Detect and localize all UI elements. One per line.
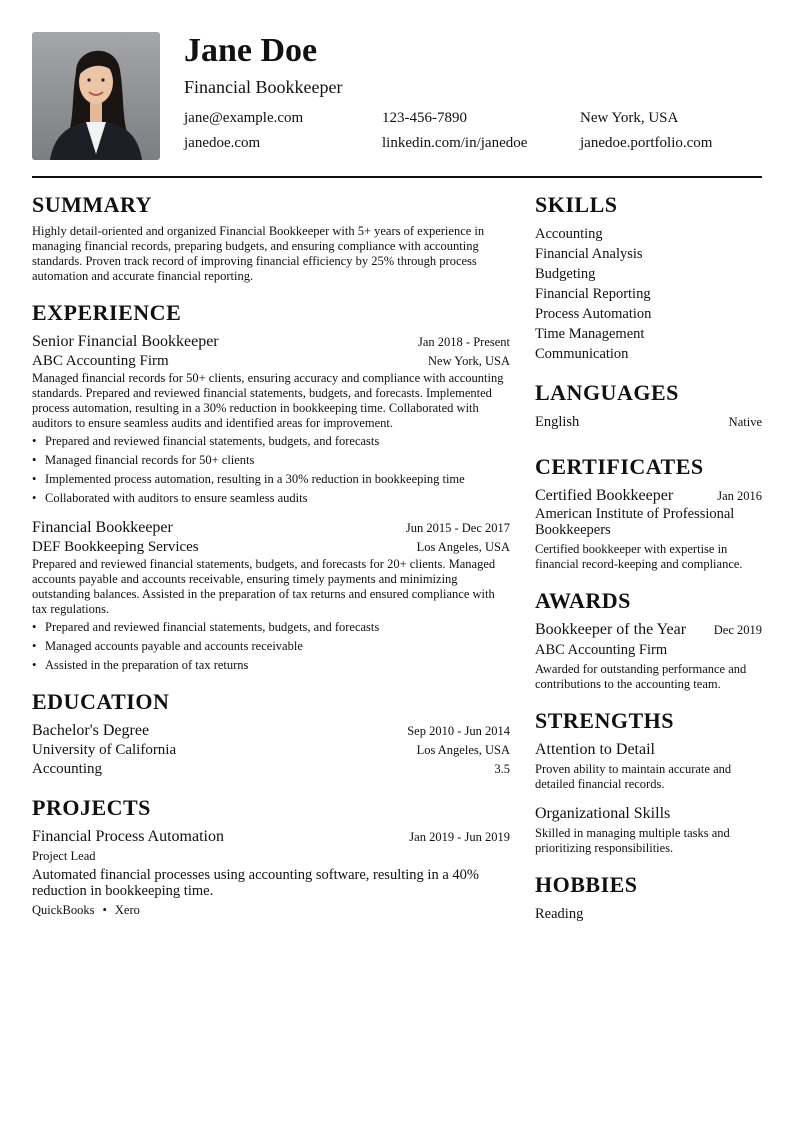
strength-item xyxy=(535,804,762,856)
job-location: New York, USA xyxy=(428,354,510,368)
experience-entry xyxy=(32,518,510,673)
certificate-issuer: American Institute of Professional Bookkeepers xyxy=(535,506,735,538)
award-issuer: ABC Accounting Firm xyxy=(535,642,668,658)
list-item: • Managed financial records for 50+ clients xyxy=(32,453,510,468)
experience-entry xyxy=(32,332,510,506)
portfolio-link[interactable]: janedoe.portfolio.com xyxy=(580,135,713,151)
certificate-name: Certified Bookkeeper xyxy=(535,487,674,504)
school-location: Los Angeles, USA xyxy=(416,743,510,757)
section-heading: PROJECTS xyxy=(32,795,151,820)
project-role: Project Lead xyxy=(32,849,96,863)
skill-item: Process Automation xyxy=(535,306,652,322)
project-name: Financial Process Automation xyxy=(32,828,224,845)
award-description: Awarded for outstanding performance and contributions to the accounting team. xyxy=(535,662,747,691)
profile-photo xyxy=(32,32,160,160)
skill-item: Time Management xyxy=(535,326,645,342)
list-item: • Prepared and reviewed financial statements, budgets, and forecasts xyxy=(32,620,510,635)
language-level: Native xyxy=(728,415,762,429)
candidate-name: Jane Doe xyxy=(184,32,318,69)
gpa: 3.5 xyxy=(494,762,510,776)
degree: Bachelor's Degree xyxy=(32,722,150,739)
side-column xyxy=(535,192,762,940)
candidate-title: Financial Bookkeeper xyxy=(184,77,343,97)
linkedin-link[interactable]: linkedin.com/in/janedoe xyxy=(382,135,528,151)
strength-description: Proven ability to maintain accurate and detailed financial records. xyxy=(535,762,732,791)
resume-header xyxy=(32,32,762,160)
award-date: Dec 2019 xyxy=(713,623,762,637)
section-heading: HOBBIES xyxy=(535,872,638,897)
skills-section xyxy=(535,192,762,364)
hobby-item: Reading xyxy=(535,906,584,922)
company-name: ABC Accounting Firm xyxy=(32,353,169,369)
strength-name: Organizational Skills xyxy=(535,805,671,822)
language-name: English xyxy=(535,414,580,430)
languages-section xyxy=(535,380,762,432)
field-of-study: Accounting xyxy=(32,761,102,777)
job-description: Prepared and reviewed financial statements, budgets, and forecasts for 20+ clients. Managed accounts payable and accounts receivable, ensuring timely payments and minimizing outstanding balances. Assisted in the preparation of tax returns and ensured compliance with tax regulations. xyxy=(32,557,496,616)
strength-name: Attention to Detail xyxy=(535,741,655,758)
list-item: • Prepared and reviewed financial statements, budgets, and forecasts xyxy=(32,434,510,449)
website-link[interactable]: janedoe.com xyxy=(184,135,261,151)
job-bullets xyxy=(32,434,510,506)
summary-section xyxy=(32,192,510,284)
section-heading: AWARDS xyxy=(535,588,631,613)
section-heading: SKILLS xyxy=(535,192,618,217)
header-divider xyxy=(32,176,762,178)
project-keywords: QuickBooks • Xero xyxy=(32,903,140,917)
job-description: Managed financial records for 50+ clients, ensuring accuracy and compliance with accounting standards. Prepared and reviewed financial statements, budgets, and forecasts. Implemented process automation, resulting in a 30% reduction in bookkeeping time. Collaborated with auditors to ensure seamless audits and identified areas for improvement. xyxy=(32,371,504,430)
skill-item: Financial Analysis xyxy=(535,246,643,262)
strength-item xyxy=(535,740,762,792)
keyword: QuickBooks xyxy=(32,903,95,917)
job-title: Senior Financial Bookkeeper xyxy=(32,333,219,350)
education-dates: Sep 2010 - Jun 2014 xyxy=(407,724,510,738)
job-dates: Jan 2018 - Present xyxy=(418,335,510,349)
awards-section xyxy=(535,588,762,692)
section-heading: EXPERIENCE xyxy=(32,300,182,325)
section-heading: EDUCATION xyxy=(32,689,170,714)
experience-section xyxy=(32,300,510,673)
skill-item: Budgeting xyxy=(535,266,596,282)
skill-item: Financial Reporting xyxy=(535,286,651,302)
hobbies-section xyxy=(535,872,762,924)
location: New York, USA xyxy=(580,110,679,126)
education-section xyxy=(32,689,510,779)
section-heading: SUMMARY xyxy=(32,192,153,217)
award-name: Bookkeeper of the Year xyxy=(535,621,687,638)
list-item: • Collaborated with auditors to ensure seamless audits xyxy=(32,491,510,506)
skill-item: Accounting xyxy=(535,226,603,242)
phone-number[interactable]: 123-456-7890 xyxy=(382,110,467,126)
company-name: DEF Bookkeeping Services xyxy=(32,539,199,555)
section-heading: STRENGTHS xyxy=(535,708,674,733)
certificates-section xyxy=(535,454,762,572)
certificate-description: Certified bookkeeper with expertise in financial record-keeping and compliance. xyxy=(535,542,743,571)
job-title: Financial Bookkeeper xyxy=(32,519,173,536)
certificate-date: Jan 2016 xyxy=(717,489,762,503)
project-description: Automated financial processes using accounting software, resulting in a 40% reduction in bookkeeping time. xyxy=(32,867,479,899)
list-item: • Implemented process automation, resulting in a 30% reduction in bookkeeping time xyxy=(32,472,510,487)
list-item: • Managed accounts payable and accounts receivable xyxy=(32,639,510,654)
school-name: University of California xyxy=(32,742,177,758)
job-location: Los Angeles, USA xyxy=(416,540,510,554)
keyword: Xero xyxy=(114,903,140,917)
email-link[interactable]: jane@example.com xyxy=(184,110,304,126)
main-column xyxy=(32,192,510,934)
strengths-section xyxy=(535,708,762,856)
list-item: • Assisted in the preparation of tax returns xyxy=(32,658,510,673)
job-dates: Jun 2015 - Dec 2017 xyxy=(405,521,510,535)
summary-text: Highly detail-oriented and organized Financial Bookkeeper with 5+ years of experience in managing financial records, preparing budgets, and ensuring compliance with accounting standards. Proven track record of improving financial efficiency by 25% through process automation and accurate financial reporting. xyxy=(32,224,485,283)
projects-section xyxy=(32,795,510,918)
strength-description: Skilled in managing multiple tasks and prioritizing responsibilities. xyxy=(535,826,730,855)
project-dates: Jan 2019 - Jun 2019 xyxy=(409,830,510,844)
job-bullets xyxy=(32,620,510,673)
skill-item: Communication xyxy=(535,346,629,362)
section-heading: CERTIFICATES xyxy=(535,454,704,479)
section-heading: LANGUAGES xyxy=(535,380,679,405)
